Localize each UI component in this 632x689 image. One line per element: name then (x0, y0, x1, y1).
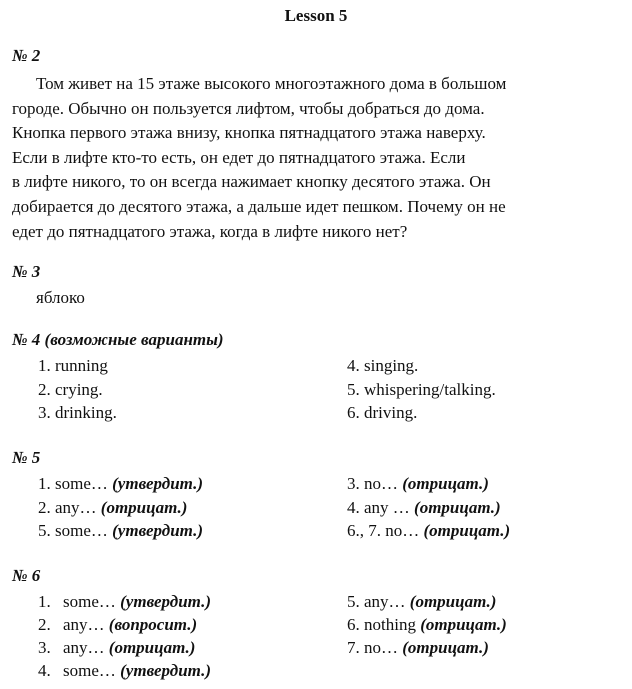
section-4-item: 5. whispering/talking. (347, 380, 496, 399)
section-4-item: 3. drinking. (38, 403, 117, 422)
section-3-heading: № 3 (12, 262, 41, 281)
answer-number: 4. (38, 661, 51, 680)
answer-text: 2. any… (38, 498, 97, 517)
answer-text: 6., 7. no… (347, 521, 420, 540)
section-5-item (347, 474, 489, 494)
section-6-item (38, 615, 197, 635)
answer-note: (утвердит.) (120, 592, 212, 611)
section-6-item (38, 638, 195, 658)
answer-number: 5. (347, 592, 360, 611)
section-5-item (347, 498, 501, 518)
section-6-item (347, 638, 489, 658)
answer-number: 3. (38, 638, 51, 657)
section-6-item (38, 661, 211, 681)
answer-note: (отрицат.) (414, 498, 501, 517)
answer-note: (отрицат.) (402, 638, 489, 657)
section-4-item: 2. crying. (38, 380, 103, 399)
answer-note: (утвердит.) (112, 474, 204, 493)
section-4-item: 4. singing. (347, 356, 419, 375)
section-5-item (38, 474, 203, 494)
paragraph-line: Если в лифте кто-то есть, он едет до пятнадцатого этажа. Если (12, 147, 466, 167)
section-2-heading: № 2 (12, 46, 41, 65)
answer-text: no… (364, 638, 398, 657)
answer-number: 7. (347, 638, 360, 657)
answer-text: any… (364, 592, 406, 611)
paragraph-line: Кнопка первого этажа внизу, кнопка пятнадцатого этажа наверху. (12, 123, 486, 143)
paragraph-line: городе. Обычно он пользуется лифтом, чтобы добраться до дома. (12, 98, 485, 118)
answer-text: nothing (364, 615, 416, 634)
answer-text: some… (63, 592, 116, 611)
paragraph-line: Том живет на 15 этаже высокого многоэтажного дома в большом (36, 74, 507, 93)
answer-note: (утвердит.) (112, 521, 204, 540)
paragraph-line: едет до пятнадцатого этажа, когда в лифте никого нет? (12, 221, 408, 241)
answer-text: 4. any … (347, 498, 410, 517)
paragraph-line: добирается до десятого этажа, а дальше идет пешком. Почему он не (12, 196, 506, 216)
section-6-item (347, 615, 507, 635)
answer-number: 1. (38, 592, 51, 611)
answer-note: (вопросит.) (108, 615, 198, 634)
answer-note: (отрицат.) (108, 638, 196, 657)
section-4-item: 6. driving. (347, 403, 418, 422)
section-2-paragraph (12, 72, 624, 244)
answer-note: (отрицат.) (420, 615, 507, 634)
answer-note: (утвердит.) (120, 661, 212, 680)
answer-text: 5. some… (38, 521, 108, 540)
answer-note: (отрицат.) (423, 521, 511, 540)
section-5-heading: № 5 (12, 448, 41, 467)
answer-text: any… (63, 615, 105, 634)
section-4-item: 1. running (38, 356, 108, 375)
answer-text: some… (63, 661, 116, 680)
section-3-answer: яблоко (36, 288, 85, 307)
paragraph-line: в лифте никого, то он всегда нажимает кнопку десятого этажа. Он (12, 172, 491, 192)
answer-text: any… (63, 638, 105, 657)
answer-note: (отрицат.) (409, 592, 497, 611)
section-5-item (38, 498, 187, 518)
section-6-item (347, 592, 496, 612)
section-5-item (38, 521, 203, 541)
section-6-heading: № 6 (12, 566, 41, 585)
section-6-item (38, 592, 211, 612)
answer-number: 6. (347, 615, 360, 634)
section-4-heading: № 4 (возможные варианты) (12, 330, 224, 349)
answer-note: (отрицат.) (100, 498, 188, 517)
answer-note: (отрицат.) (402, 474, 489, 493)
page-title: Lesson 5 (284, 6, 348, 25)
answer-number: 2. (38, 615, 51, 634)
answer-text: 1. some… (38, 474, 108, 493)
answer-text: 3. no… (347, 474, 398, 493)
section-5-item (347, 521, 510, 541)
